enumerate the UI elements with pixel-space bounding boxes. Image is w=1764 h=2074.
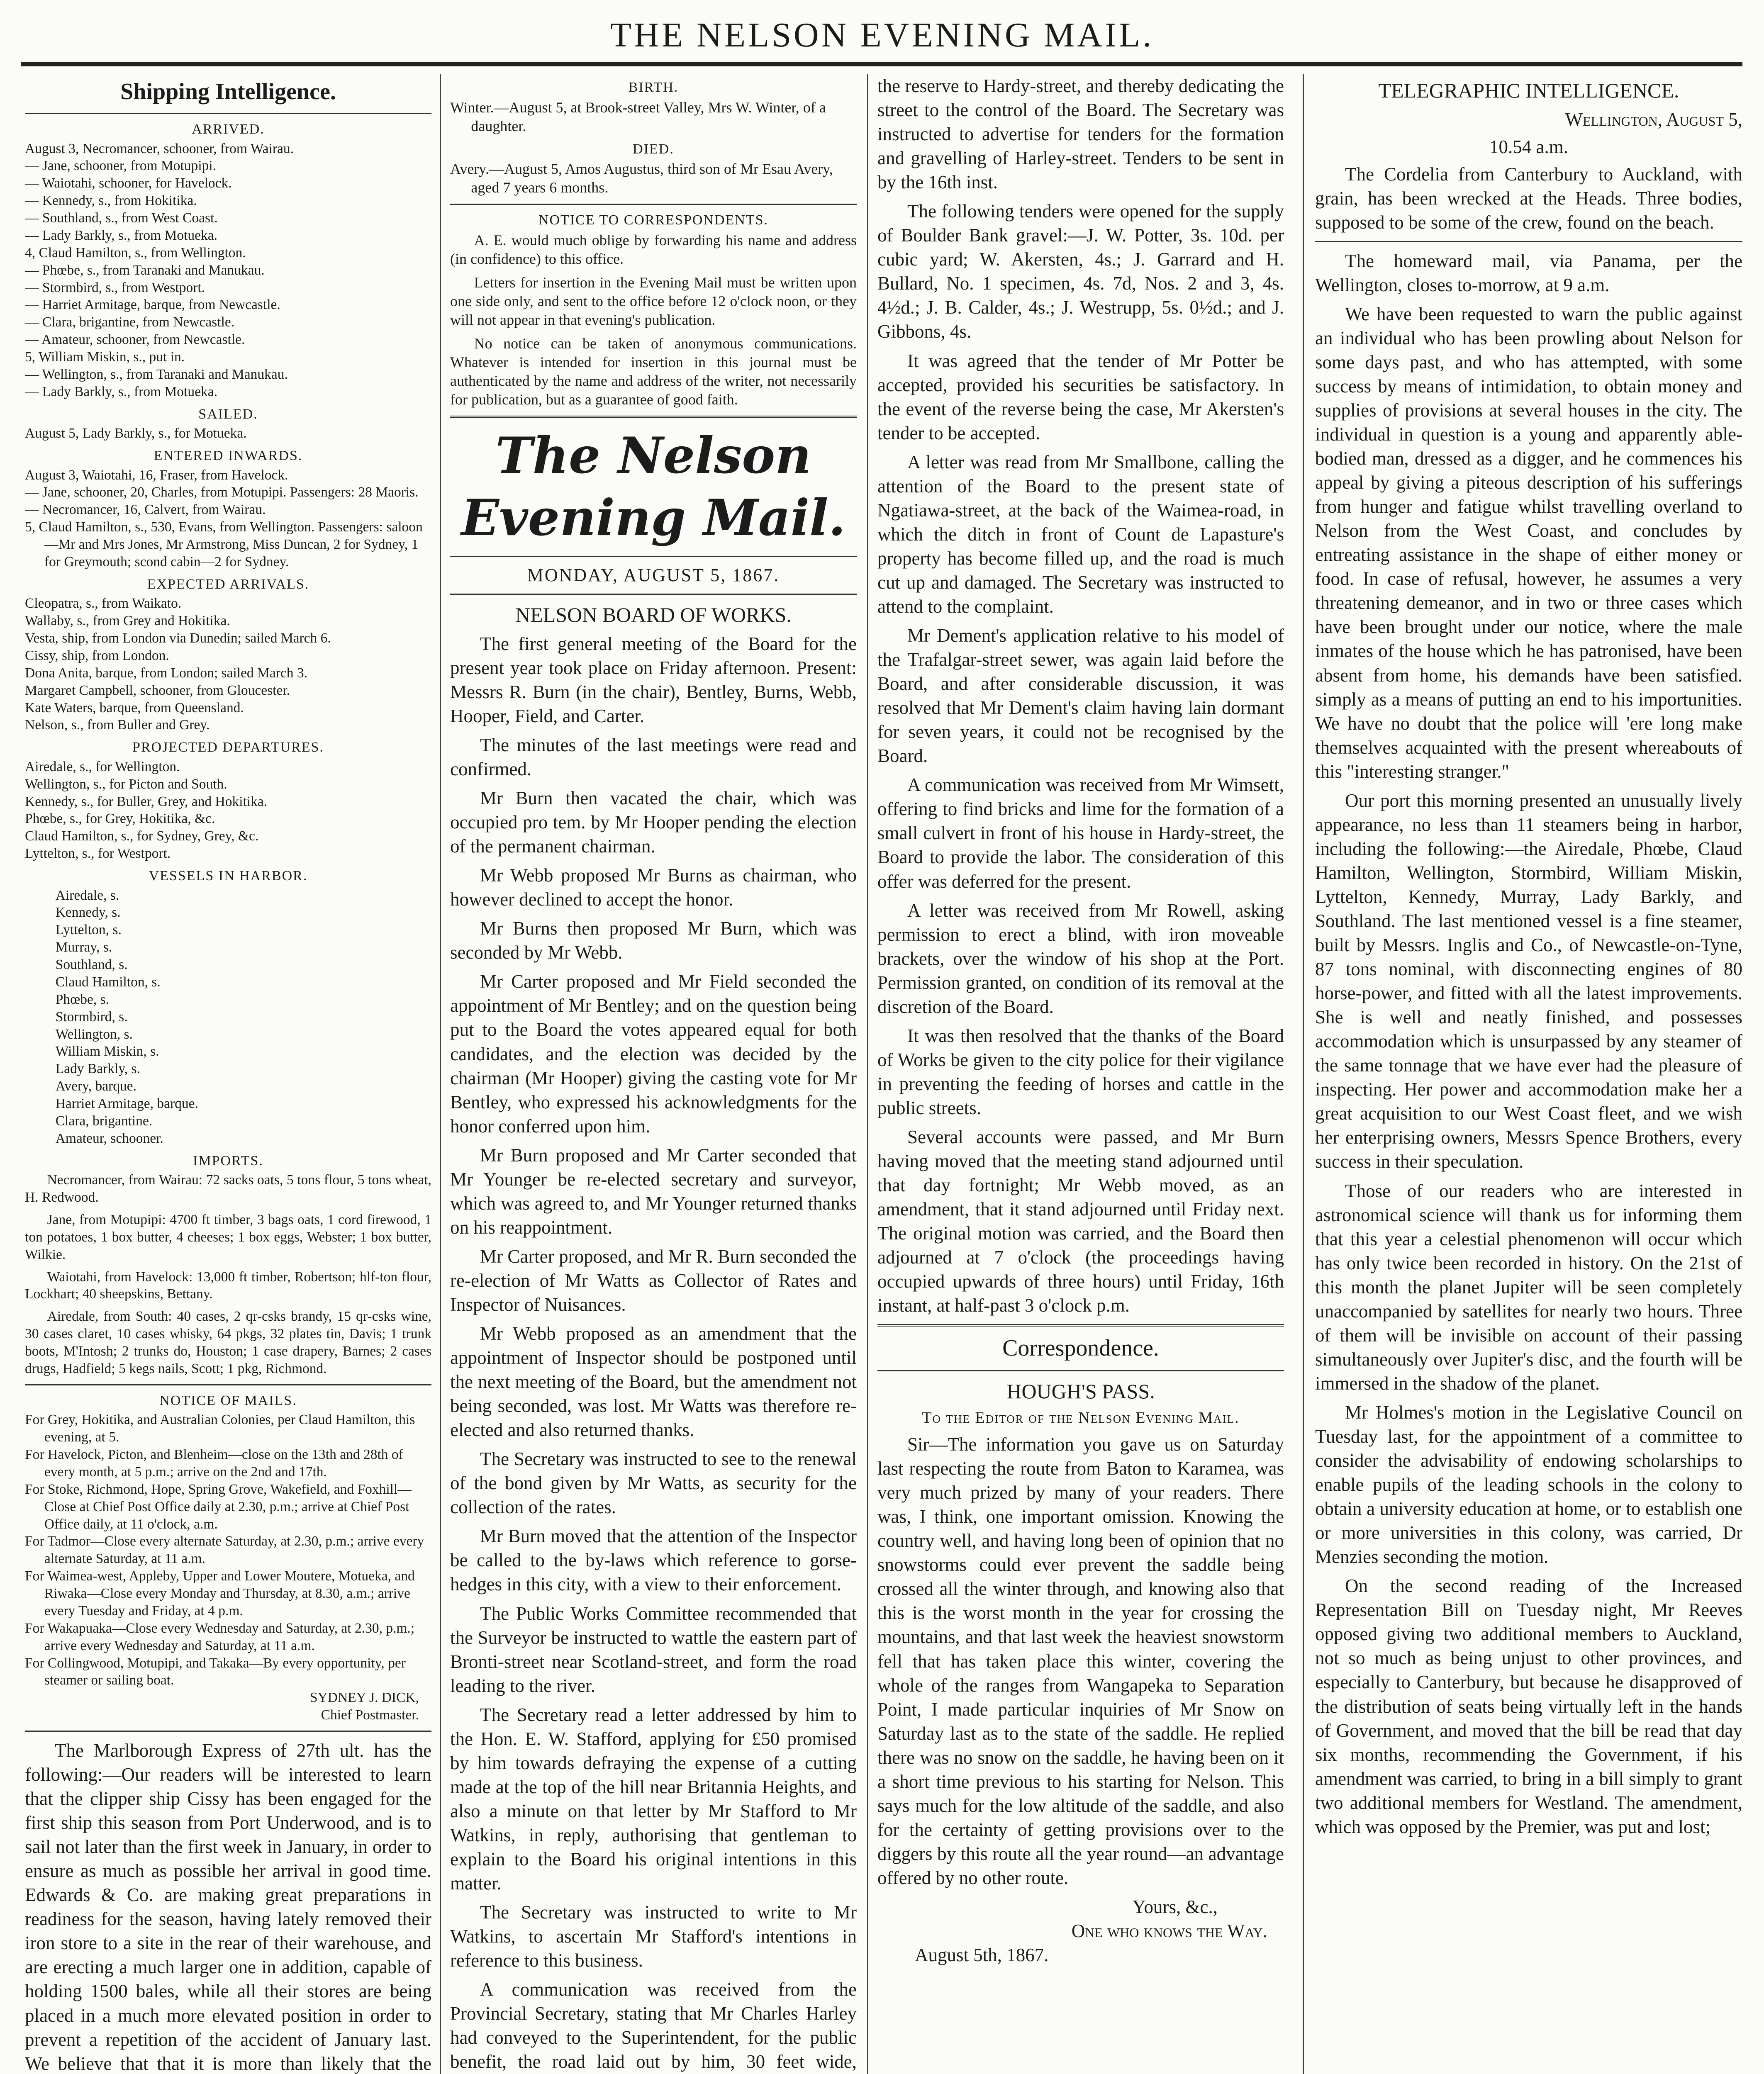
divider xyxy=(450,204,857,205)
list-item: Nelson, s., from Buller and Grey. xyxy=(25,717,210,733)
article-paragraph: Our port this morning presented an unusually lively appearance, no less than 11 steamers being in harbor, including the following:—the Airedale, Phœbe, Claud Hamilton, Wellington, Stormbird, William Miskin, Lyttelton, Kennedy, Murray, Lady Barkly, and Southland. The last mentioned vessel is a fine steamer, built by Messrs. Inglis and Co., of Newcastle-on-Tyne, 87 tons nominal, with disconnecting engines of 80 horse-power, and fitted with all the latest improvements. She is well and neatly finished, and possesses accommodation which is unsurpassed by any steamer of the same tonnage that we have ever had the pleasure of inspecting. Her power and accommodation make her a great acquisition to our West Coast fleet, and we wish her enterprising owners, Messrs Spence Brothers, every success in their speculation. xyxy=(1315,790,1742,1172)
vessels-title: VESSELS IN HARBOR. xyxy=(149,868,308,884)
divider xyxy=(25,1731,431,1732)
article-paragraph: The following tenders were opened for the supply of Boulder Bank gravel:—J. W. Potter, 3s. 10d. per cubic yard; W. Akersten, 4s.; J. Garrard and H. Bullard, No. 1 specimen, 4s. 7d, Nos. 2 and 3, 4s. 4½d.; J. B. Calder, 4s.; J. Westrupp, 5s. 0½d.; and J. Gibbons, 4s. xyxy=(877,201,1284,342)
article-paragraph: Mr Burn then vacated the chair, which was occupied pro tem. by Mr Hooper pending the election of the permanent chairman. xyxy=(450,788,857,857)
list-item: August 3, Waiotahi, 16, Fraser, from Havelock. xyxy=(25,467,288,483)
list-item: Claud Hamilton, s., for Sydney, Grey, &c. xyxy=(25,828,259,844)
import-entry: Jane, from Motupipi: 4700 ft timber, 3 bags oats, 1 cord firewood, 1 ton potatoes, 1 box butter, 4 cheeses; 1 box eggs, Webster; 1 box butter, Wilkie. xyxy=(25,1212,431,1262)
masthead: THE NELSON EVENING MAIL. xyxy=(610,16,1154,54)
list-item: Wallaby, s., from Grey and Hokitika. xyxy=(25,613,230,629)
article-paragraph: A communication was received from the Provincial Secretary, stating that Mr Charles Harley had conveyed to the Superintendent, for the public benefit, the road laid out by him, 30 feet wide, xyxy=(450,1979,857,2072)
list-item: Phœbe, s. xyxy=(55,991,110,1007)
column-divider xyxy=(440,74,441,2074)
letter-heading: HOUGH'S PASS. xyxy=(1006,1379,1155,1403)
article-paragraph: We have been requested to warn the public against an individual who has been prowling about Nelson for some days past, and who has attempted, with some success by means of intimidation, to obtain money and supplies of provisions at several houses in the city. The individual in question is a young and apparently able-bodied man, dressed as a digger, and he commences his appeal by giving a piteous description of his sufferings from hunger and fatigue whilst travelling overland to Nelson from the West Coast, and concludes by entreating assistance in the shape of either money or food. In case of refusal, however, he assumes a very threatening demeanor, and in two or three cases which have been brought under our notice, where the male inmates of the house which he has patronised, have been absent from home, his demands have been satisfied. simply as a means of putting an end to his importunities. We have no doubt that the police will 'ere long make themselves acquainted with the present whereabouts of this "interesting stranger." xyxy=(1315,303,1742,782)
birth-title: BIRTH. xyxy=(628,80,679,95)
list-item: — Lady Barkly, s., from Motueka. xyxy=(25,384,217,399)
article-paragraph: The homeward mail, via Panama, per the Wellington, closes to-morrow, at 9 a.m. xyxy=(1315,250,1742,295)
column-divider xyxy=(1303,74,1304,2074)
article-paragraph: The Marlborough Express of 27th ult. has the following:—Our readers will be interested to learn that the clipper ship Cissy has been engaged for the first ship this season from Port Underwood, and is to sail not later than the first week in January, in order to ensure as much as possible her arrival in good time. Edwards & Co. are making great preparations in readiness for the season, having lately removed their iron store to a site in the rear of their warehouse, and are erecting a much larger one in addition, capable of holding 1500 bales, while all their stores are being placed in a much more elevated position in order to prevent a repetition of the accident of January last. We believe that that it is more than likely that the xyxy=(25,1740,431,2074)
list-item: August 3, Necromancer, schooner, from Wairau. xyxy=(25,141,294,156)
article-paragraph: Mr Holmes's motion in the Legislative Council on Tuesday last, for the appointment of a committee to consider the advisability of endowing scholarships to enable pupils of the leading schools in the colony to obtain a university education at home, or to establish one or more universities in this colony, was carried, Dr Menzies seconding the motion. xyxy=(1315,1402,1742,1568)
article-paragraph: The Public Works Committee recommended that the Surveyor be instructed to wattle the eastern part of Bronti-street near Scotland-street, and form the road leading to the river. xyxy=(450,1603,857,1696)
died-title: DIED. xyxy=(633,141,674,157)
list-item: Airedale, s. xyxy=(55,887,119,903)
divider xyxy=(450,594,857,595)
birth-notice: Winter.—August 5, at Brook-street Valley, Mrs W. Winter, of a daughter. xyxy=(450,99,826,134)
column-telegraphic xyxy=(1315,74,1742,2074)
list-item: Lyttelton, s. xyxy=(55,922,122,938)
imports-title: IMPORTS. xyxy=(193,1153,263,1168)
import-entry: Necromancer, from Wairau: 72 sacks oats, 5 tons flour, 5 tons wheat, H. Redwood. xyxy=(25,1172,431,1205)
list-item: — Southland, s., from West Coast. xyxy=(25,210,218,226)
article-paragraph: The Cordelia from Canterbury to Auckland, with grain, has been wrecked at the Heads. Three bodies, supposed to be some of the crew, found on the beach. xyxy=(1315,163,1742,233)
list-item: Murray, s. xyxy=(55,940,112,955)
list-item: Kennedy, s. xyxy=(55,905,121,920)
mail-entry: For Havelock, Picton, and Blenheim—close on the 13th and 28th of every month, at 5 p.m.; arrive on the 2nd and 17th. xyxy=(25,1447,403,1480)
import-entry: Waiotahi, from Havelock: 13,000 ft timber, Robertson; hlf-ton flour, Lockhart; 40 sheepskins, Bettany. xyxy=(25,1269,431,1302)
list-item: Southland, s. xyxy=(55,957,128,972)
list-item: Lyttelton, s., for Westport. xyxy=(25,846,171,862)
divider xyxy=(25,113,431,114)
article-paragraph: The first general meeting of the Board for the present year took place on Friday afternoon. Present: Messrs R. Burn (in the chair), Bentley, Burns, Webb, Hooper, Field, and Carter. xyxy=(450,633,857,726)
list-item: Kate Waters, barque, from Queensland. xyxy=(25,700,244,716)
list-item: — Clara, brigantine, from Newcastle. xyxy=(25,314,235,330)
list-item: Wellington, s. xyxy=(55,1026,133,1042)
expected-title: EXPECTED ARRIVALS. xyxy=(147,576,309,592)
letter-paragraph: Sir—The information you gave us on Saturday last respecting the route from Baton to Karamea, was very much prized by many of your readers. There was, I think, one important omission. Knowing the country well, and having long been of opinion that no snowstorms could ever prevent the saddle being crossed all the winter through, and knowing also that this is the worst month in the year for crossing the mountains, and that last week the heaviest snowstorm fell that has taken place this winter, covering the whole of the ranges from Wangapeka to Separation Point, I made particular inquiries of Mr Snow on Saturday last as to the state of the saddle. He replied there was no snow on the saddle, he having been on it a short time previous to his starting for Nelson. This says much for the low altitude of the saddle, and also for the certainty of getting provisions over to the diggers by this route all the year round—an advantage offered by no other route. xyxy=(877,1434,1284,1888)
letter-closing: Yours, &c., xyxy=(1132,1896,1218,1917)
list-item: Dona Anita, barque, from London; sailed March 3. xyxy=(25,665,307,681)
list-item: Wellington, s., for Picton and South. xyxy=(25,776,227,792)
article-paragraph: Mr Webb proposed as an amendment that the appointment of Inspector should be postponed until the next meeting of the Board, but the amendment not being seconded, was lost. Mr Watts was therefore re-elected and also returned thanks. xyxy=(450,1323,857,1441)
divider xyxy=(450,416,857,418)
article-paragraph: The minutes of the last meetings were read and confirmed. xyxy=(450,734,857,779)
mail-entry: For Stoke, Richmond, Hope, Spring Grove, Wakefield, and Foxhill—Close at Chief Post Office daily at 2.30, p.m.; arrive at Chief Post Office daily, at 11 o'clock, a.m. xyxy=(25,1481,412,1532)
notice-paragraph: A. E. would much oblige by forwarding his name and address (in confidence) to this office. xyxy=(450,231,857,267)
list-item: — Jane, schooner, from Motupipi. xyxy=(25,158,217,174)
article-paragraph: Mr Webb proposed Mr Burns as chairman, who however declined to accept the honor. xyxy=(450,865,857,910)
list-item: Stormbird, s. xyxy=(55,1009,128,1025)
article-paragraph: The Secretary read a letter addressed by him to the Hon. E. W. Stafford, applying for £50 promised by him towards defraying the expense of a cutting made at the top of the hill near Britannia Heights, and also a minute on that letter by Mr Stafford to Mr Watkins, in reply, authorising that gentleman to explain to the Board his original intentions in this matter. xyxy=(450,1704,857,1894)
divider xyxy=(1315,241,1742,242)
letter-addressee: To the Editor of the Nelson Evening Mail. xyxy=(922,1409,1240,1427)
arrived-list xyxy=(25,140,431,401)
list-item: — Harriet Armitage, barque, from Newcastle. xyxy=(25,297,280,313)
column-board-of-works xyxy=(450,74,857,2074)
article-paragraph: Mr Dement's application relative to his model of the Trafalgar-street sewer, was again laid before the Board, and after considerable discussion, it was resolved that Mr Dement's claim having lain dormant for seven years, it could not be recognised by the Board. xyxy=(877,625,1284,767)
list-item: 5, William Miskin, s., put in. xyxy=(25,349,185,365)
newspaper-flag: The Nelson Evening Mail. xyxy=(461,426,846,547)
list-item: 4, Claud Hamilton, s., from Wellington. xyxy=(25,245,246,260)
arrived-title: ARRIVED. xyxy=(192,122,265,137)
divider xyxy=(450,556,857,557)
postmaster-signature: SYDNEY J. DICK, xyxy=(309,1690,419,1706)
list-item: — Phœbe, s., from Taranaki and Manukau. xyxy=(25,262,265,278)
article-paragraph: Those of our readers who are interested in astronomical science will thank us for informing them that this year a celestial phenomenon will occur which has only twice been recorded in history. On the 21st of this month the planet Jupiter will be seen completely unaccompanied by satellites for nearly two hours. Three of them will be invisible on account of their passing simultaneously over Jupiter's disc, and the fourth will be immersed in the shadow of the planet. xyxy=(1315,1180,1742,1394)
list-item: — Lady Barkly, s., from Motueka. xyxy=(25,227,217,243)
article-paragraph: The Secretary was instructed to write to Mr Watkins, to ascertain Mr Stafford's intentions in reference to this business. xyxy=(450,1902,857,1971)
issue-date: MONDAY, AUGUST 5, 1867. xyxy=(527,565,780,585)
divider xyxy=(877,1370,1284,1371)
list-item: Phœbe, s., for Grey, Hokitika, &c. xyxy=(25,811,215,827)
postmaster-title: Chief Postmaster. xyxy=(321,1707,419,1723)
list-item: — Waiotahi, schooner, for Havelock. xyxy=(25,175,232,191)
article-paragraph: Mr Burns then proposed Mr Burn, which was seconded by Mr Webb. xyxy=(450,918,857,963)
shipping-heading: Shipping Intelligence. xyxy=(120,79,336,105)
list-item: 5, Claud Hamilton, s., 530, Evans, from Wellington. Passengers: saloon—Mr and Mrs Jones, Mr Armstrong, Miss Duncan, 2 for Sydney, 1 for Greymouth; scond cabin—2 for Sydney. xyxy=(25,519,423,570)
article-paragraph: Mr Carter proposed and Mr Field seconded the appointment of Mr Bentley; and on the question being put to the Board the votes appeared equal for both candidates, and the election was decided by the chairman (Mr Hooper) giving the casting vote for Mr Bentley, who expressed his acknowledgments for the honor conferred upon him. xyxy=(450,971,857,1137)
mail-entry: For Grey, Hokitika, and Australian Colonies, per Claud Hamilton, this evening, at 5. xyxy=(25,1412,415,1445)
list-item: — Wellington, s., from Taranaki and Manukau. xyxy=(25,366,288,382)
sailed-title: SAILED. xyxy=(198,406,258,422)
article-paragraph: A communication was received from Mr Wimsett, offering to find bricks and lime for the formation of a small culvert in front of his house in Hardy-street, the Board to provide the labor. The consideration of this offer was deferred for the present. xyxy=(877,774,1284,892)
divider xyxy=(25,1384,431,1385)
mail-entry: For Waimea-west, Appleby, Upper and Lower Moutere, Motueka, and Riwaka—Close every Monday and Thursday, at 8.30, a.m.; arrive every Tuesday and Friday, at 4 p.m. xyxy=(25,1568,415,1619)
article-paragraph: It was then resolved that the thanks of the Board of Works be given to the city police for their vigilance in preventing the feeding of horses and cattle in the public streets. xyxy=(877,1025,1284,1118)
notice-paragraph: Letters for insertion in the Evening Mail must be written upon one side only, and sent to the office before 12 o'clock noon, or they will not appear in that evening's publication. xyxy=(450,274,857,328)
list-item: — Kennedy, s., from Hokitika. xyxy=(25,193,197,209)
column-board-continued xyxy=(877,74,1284,2074)
import-entry: Airedale, from South: 40 cases, 2 qr-csks brandy, 15 qr-csks wine, 30 cases claret, 10 cases whisky, 64 pkgs, 32 plates tin, Davis; 1 trunk boots, M'Intosh; 2 trunks do, Houston; 1 case drapery, Barnes; 2 cases drugs, Hadfield; 5 kegs nails, Scott; 1 pkg, Richmond. xyxy=(25,1309,431,1376)
list-item: Harriet Armitage, barque. xyxy=(55,1096,198,1111)
article-paragraph: A letter was read from Mr Smallbone, calling the attention of the Board to the present state of Ngatiawa-street, at the back of the Waimea-road, in which the ditch in front of Count de Lapasture's property has become filled up, and the road is much cut up and damaged. The Secretary was instructed to attend to the complaint. xyxy=(877,451,1284,617)
correspondence-heading: Correspondence. xyxy=(1002,1335,1159,1361)
entered-title: ENTERED INWARDS. xyxy=(153,448,303,463)
list-item: Amateur, schooner. xyxy=(55,1130,163,1146)
article-paragraph: Mr Burn moved that the attention of the Inspector be called to the by-laws which reference to gorse-hedges in this city, with a view to their enforcement. xyxy=(450,1526,857,1595)
divider xyxy=(877,1324,1284,1327)
notice-paragraph: No notice can be taken of anonymous communications. Whatever is intended for insertion in this journal must be authenticated by the name and address of the writer, not necessarily for publication, but as a guarantee of good faith. xyxy=(450,335,857,408)
article-paragraph: On the second reading of the Increased Representation Bill on Tuesday night, Mr Reeves opposed giving two additional members to Auckland, not so much as being unjust to other provinces, and especially to Canterbury, but because he disapproved of the distribution of seats being virtually left in the hands of Government, and moved that the bill be read that day six months, recommending the Government, if his amendment was carried, to bring in a bill simply to grant two additional members for Westland. The amendment, which was opposed by the Premier, was put and lost; xyxy=(1315,1575,1742,1837)
article-paragraph: The Secretary was instructed to see to the renewal of the bond given by Mr Watts, as security for the collection of the rates. xyxy=(450,1448,857,1518)
article-paragraph: Mr Carter proposed, and Mr R. Burn seconded the re-election of Mr Watts as Collector of Rates and Inspector of Nuisances. xyxy=(450,1246,857,1315)
telegraphic-heading: TELEGRAPHIC INTELLIGENCE. xyxy=(1378,79,1679,102)
list-item: Cissy, ship, from London. xyxy=(25,648,169,663)
list-item: William Miskin, s. xyxy=(55,1044,159,1059)
article-paragraph: Mr Burn proposed and Mr Carter seconded that Mr Younger be re-elected secretary and surveyor, which was agreed to, and Mr Younger returned thanks on his reappointment. xyxy=(450,1144,857,1238)
list-item: — Necromancer, 16, Calvert, from Wairau. xyxy=(25,502,266,518)
list-item: Margaret Campbell, schooner, from Gloucester. xyxy=(25,682,290,698)
letter-date: August 5th, 1867. xyxy=(915,1945,1049,1966)
list-item: Clara, brigantine. xyxy=(55,1113,153,1129)
list-item: — Jane, schooner, 20, Charles, from Motupipi. Passengers: 28 Maoris. xyxy=(25,484,419,500)
mail-entry: For Collingwood, Motupipi, and Takaka—By every opportunity, per steamer or sailing boat. xyxy=(25,1655,406,1688)
list-item: — Stormbird, s., from Westport. xyxy=(25,280,205,295)
article-paragraph: the reserve to Hardy-street, and thereby dedicating the street to the control of the Board. The Secretary was instructed to advertise for tenders for the formation and gravelling of Harley-street. Tenders to be sent in by the 16th inst. xyxy=(877,75,1284,193)
list-item: Kennedy, s., for Buller, Grey, and Hokitika. xyxy=(25,794,268,809)
list-item: — Amateur, schooner, from Newcastle. xyxy=(25,332,245,348)
mail-entry: For Tadmor—Close every alternate Saturday, at 2.30, p.m.; arrive every alternate Saturday, at 11 a.m. xyxy=(25,1534,424,1567)
column-shipping xyxy=(25,74,431,2074)
projected-title: PROJECTED DEPARTURES. xyxy=(132,740,324,755)
board-of-works-heading: NELSON BOARD OF WORKS. xyxy=(515,603,792,627)
telegraph-time: 10.54 a.m. xyxy=(1489,136,1568,157)
list-item: Claud Hamilton, s. xyxy=(55,974,161,990)
correspondents-notice-title: NOTICE TO CORRESPONDENTS. xyxy=(538,212,769,228)
list-item: Cleopatra, s., from Waikato. xyxy=(25,596,182,611)
list-item: Lady Barkly, s. xyxy=(55,1061,141,1077)
list-item: Airedale, s., for Wellington. xyxy=(25,759,180,774)
list-item: August 5, Lady Barkly, s., for Motueka. xyxy=(25,426,247,441)
letter-signature: One who knows the Way. xyxy=(1071,1921,1267,1942)
column-divider xyxy=(867,74,868,2074)
mail-entry: For Wakapuaka—Close every Wednesday and Saturday, at 2.30, p.m.; arrive every Wednesday and Saturday, at 11 a.m. xyxy=(25,1620,415,1653)
masthead-rule xyxy=(21,62,1742,66)
article-paragraph: A letter was received from Mr Rowell, asking permission to erect a blind, with iron moveable brackets, over the window of his shop at the Port. Permission granted, on condition of its removal at the discretion of the Board. xyxy=(877,900,1284,1017)
telegraph-dateline: Wellington, August 5, xyxy=(1565,109,1742,130)
list-item: Vesta, ship, from London via Dunedin; sailed March 6. xyxy=(25,630,331,646)
list-item: Avery, barque. xyxy=(55,1078,137,1094)
death-notice: Avery.—August 5, Amos Augustus, third son of Mr Esau Avery, aged 7 years 6 months. xyxy=(450,161,833,196)
article-paragraph: Several accounts were passed, and Mr Burn having moved that the meeting stand adjourned until that day fortnight; Mr Webb moved, as an amendment, that it stand adjourned until Friday next. The original motion was carried, and the Board then adjourned at 7 o'clock (the proceedings having occupied upwards of three hours) until Friday, 16th instant, at half-past 3 o'clock p.m. xyxy=(877,1126,1284,1316)
article-paragraph: It was agreed that the tender of Mr Potter be accepted, provided his securities be satisfactory. In the event of the reverse being the case, Mr Akersten's tender to be accepted. xyxy=(877,350,1284,443)
mails-title: NOTICE OF MAILS. xyxy=(159,1392,297,1408)
